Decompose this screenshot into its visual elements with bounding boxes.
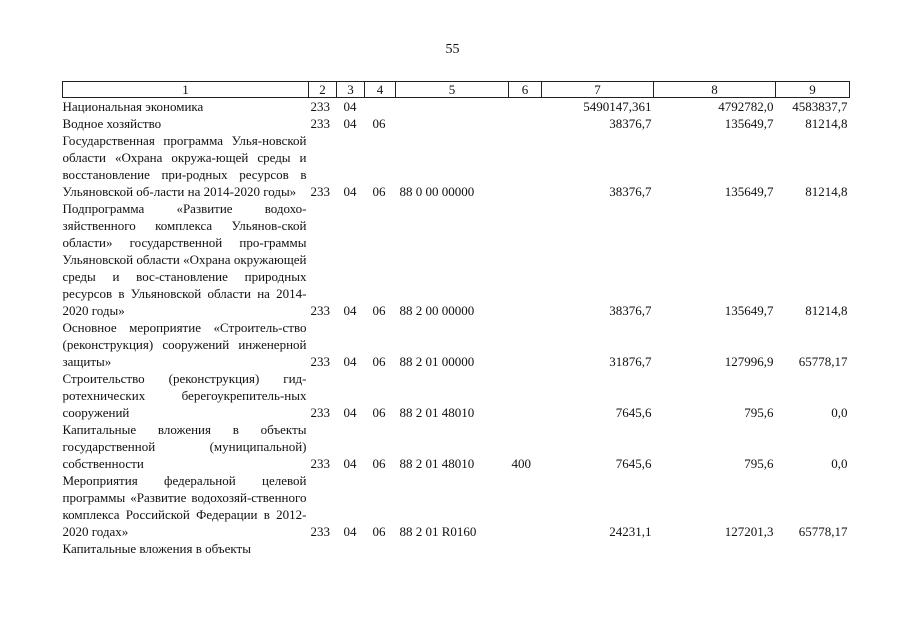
- page-number: 55: [445, 42, 460, 57]
- row-name: Национальная экономика: [62, 99, 204, 114]
- row-target-article: 88 2 01 48010: [399, 456, 475, 471]
- row-target-article: 88 2 01 R0160: [399, 524, 477, 539]
- row-subsection-code: 06: [372, 184, 386, 199]
- row-amount-col7: 24231,1: [609, 524, 652, 539]
- row-ministry-code: 233: [310, 99, 330, 114]
- row-target-article: 88 2 00 00000: [399, 303, 475, 318]
- table-row: [63, 540, 850, 557]
- row-ministry-code: 233: [310, 524, 330, 539]
- row-expense-type: [509, 98, 542, 116]
- row-amount-col8: 135649,7: [724, 116, 774, 131]
- row-name: Мероприятия федеральной целевой программы «Развитие водохозяй-ственного комплекса Российской Федерации в 2012-2020 годах»: [62, 473, 307, 539]
- row-amount-col8: 795,6: [744, 405, 774, 420]
- header-cell: 8: [654, 82, 776, 98]
- row-subsection-code: 06: [372, 303, 386, 318]
- row-amount-col9: [776, 540, 850, 557]
- table-row: [63, 370, 850, 421]
- header-cell: 9: [776, 82, 850, 98]
- header-cell: 7: [542, 82, 654, 98]
- row-target-article: 88 0 00 00000: [399, 184, 475, 199]
- table-row: [63, 132, 850, 200]
- header-cell: 4: [365, 82, 396, 98]
- row-ministry-code: 233: [310, 116, 330, 131]
- table-row: [63, 115, 850, 132]
- row-section-code: 04: [343, 456, 357, 471]
- header-cell: 6: [509, 82, 542, 98]
- row-section-code: 04: [343, 303, 357, 318]
- row-amount-col9: 65778,17: [798, 524, 848, 539]
- row-ministry-code: 233: [310, 303, 330, 318]
- row-section-code: 04: [343, 116, 357, 131]
- row-amount-col9: 65778,17: [798, 354, 848, 369]
- row-amount-col9: 0,0: [831, 456, 848, 471]
- row-target-article: [396, 98, 509, 116]
- row-subsection-code: 06: [372, 116, 386, 131]
- header-cell: 1: [63, 82, 309, 98]
- row-amount-col7: 5490147,361: [583, 99, 652, 114]
- row-amount-col7: 31876,7: [609, 354, 652, 369]
- row-section-code: [337, 540, 365, 557]
- row-section-code: 04: [343, 99, 357, 114]
- row-expense-type: [509, 200, 542, 319]
- row-amount-col7: 38376,7: [609, 303, 652, 318]
- row-expense-type: [509, 472, 542, 540]
- row-expense-type: [509, 132, 542, 200]
- row-subsection-code: [365, 540, 396, 557]
- table-row: [63, 472, 850, 540]
- row-amount-col8: 135649,7: [724, 184, 774, 199]
- table-row: [63, 98, 850, 116]
- row-subsection-code: 06: [372, 354, 386, 369]
- row-amount-col8: 127996,9: [724, 354, 774, 369]
- row-expense-type: [509, 319, 542, 370]
- table-header: [63, 82, 850, 98]
- header-cell: 5: [396, 82, 509, 98]
- header-row: [63, 82, 850, 98]
- row-amount-col9: 0,0: [831, 405, 848, 420]
- row-target-article: 88 2 01 48010: [399, 405, 475, 420]
- header-cell: 2: [309, 82, 337, 98]
- table-row: [63, 421, 850, 472]
- row-expense-type: [509, 540, 542, 557]
- row-name: Водное хозяйство: [62, 116, 162, 131]
- row-amount-col9: 81214,8: [805, 303, 848, 318]
- row-amount-col8: [654, 540, 776, 557]
- table-body: [63, 98, 850, 558]
- row-subsection-code: [365, 98, 396, 116]
- row-subsection-code: 06: [372, 405, 386, 420]
- row-amount-col7: 38376,7: [609, 116, 652, 131]
- row-ministry-code: 233: [310, 405, 330, 420]
- row-ministry-code: 233: [310, 456, 330, 471]
- row-section-code: 04: [343, 354, 357, 369]
- row-amount-col9: 81214,8: [805, 184, 848, 199]
- row-ministry-code: 233: [310, 184, 330, 199]
- row-amount-col7: [542, 540, 654, 557]
- row-section-code: 04: [343, 184, 357, 199]
- row-name: Государственная программа Улья-новской области «Охрана окружа-ющей среды и восстановление при-родных ресурсов в Ульяновской об-ласти на 2014-2020 годы»: [62, 133, 307, 199]
- row-subsection-code: 06: [372, 456, 386, 471]
- table-row: [63, 319, 850, 370]
- row-amount-col7: 7645,6: [615, 456, 652, 471]
- row-amount-col9: 81214,8: [805, 116, 848, 131]
- row-amount-col7: 38376,7: [609, 184, 652, 199]
- row-amount-col8: 135649,7: [724, 303, 774, 318]
- row-target-article: 88 2 01 00000: [399, 354, 475, 369]
- row-expense-type: 400: [511, 456, 531, 471]
- row-amount-col8: 4792782,0: [718, 99, 774, 114]
- row-section-code: 04: [343, 405, 357, 420]
- table-row: [63, 200, 850, 319]
- row-name: Строительство (реконструкция) гид-ротехнических берегоукрепитель-ных сооружений: [62, 371, 307, 420]
- row-section-code: 04: [343, 524, 357, 539]
- row-name: Подпрограмма «Развитие водохо-зяйственного комплекса Ульянов-ской области» государственной про-граммы Ульяновской области «Охрана окружающей среды и вос-становление природных ресурсов в Ульяновской области на 2014-2020 годы»: [62, 201, 307, 318]
- row-amount-col8: 127201,3: [724, 524, 774, 539]
- row-expense-type: [509, 370, 542, 421]
- header-cell: 3: [337, 82, 365, 98]
- row-amount-col7: 7645,6: [615, 405, 652, 420]
- row-name: Основное мероприятие «Строитель-ство (реконструкция) сооружений инженерной защиты»: [62, 320, 307, 369]
- row-ministry-code: [309, 540, 337, 557]
- row-amount-col9: 4583837,7: [792, 99, 848, 114]
- row-ministry-code: 233: [310, 354, 330, 369]
- row-target-article: [396, 540, 509, 557]
- row-name: Капитальные вложения в объекты: [62, 541, 251, 556]
- row-expense-type: [509, 115, 542, 132]
- row-subsection-code: 06: [372, 524, 386, 539]
- row-name: Капитальные вложения в объекты государственной (муниципальной) собственности: [62, 422, 307, 471]
- row-amount-col8: 795,6: [744, 456, 774, 471]
- row-target-article: [396, 115, 509, 132]
- budget-table: [62, 81, 850, 557]
